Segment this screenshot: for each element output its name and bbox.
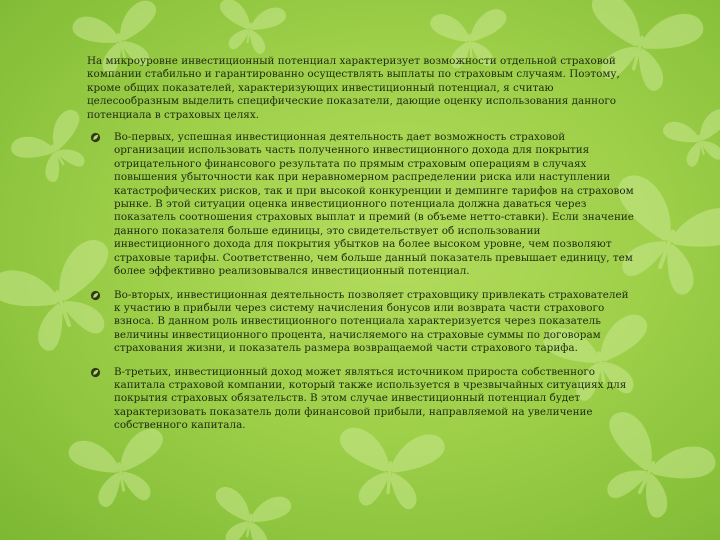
list-item [87, 289, 635, 356]
butterfly-icon [213, 0, 287, 57]
butterfly-icon [661, 107, 720, 171]
intro-paragraph: На микроуровне инвестиционный потенциал характеризует возможности отдельной страховой компании стабильно и гарантированно осуществлять выплаты по страховым случаям. Поэтому, кроме общих показателей, характеризующих инвестиционный потенциал, я считаю целесообразным выделить специфические показатели, дающие оценку использования данного потенциала в страховых целях. [87, 55, 620, 121]
butterfly-icon [208, 485, 293, 540]
list-item [87, 131, 635, 278]
leaf-bullet-icon [90, 367, 101, 378]
list-item-text: Во-первых, успешная инвестиционная деятельность дает возможность страховой организации использовать часть полученного инвестиционного дохода для покрытия отрицательного финансового результата по прямым страховым операциям в случаях повышения убыточности как при неравномерном распределении риска или наступлении катастрофических рисков, так и при высокой конкуренции и демпинге тарифов на страховом рынке. В этой ситуации оценка инвестиционного потенциала должна даваться через показатель соотношения страховых выплат и премий (в объеме нетто-ставки). Если значение данного показателя больше единицы, это свидетельствует об использовании инвестиционного дохода для покрытия убытков на более высоком уровне, чем позволяют страховые тарифы. Соответственно, чем больше данный показатель превышает единицу, тем более эффективно реализовывался инвестиционный потенциал. [114, 131, 634, 278]
slide-content [87, 55, 635, 443]
list-item-text: Во-вторых, инвестиционная деятельность позволяет страховщику привлекать страхователей к участию в прибыли через систему начисления бонусов или возврата части страхового взноса. В данном роль инвестиционного потенциала характеризуется через показатель величины инвестиционного процента, начисляемого на страховые суммы по договорам страхования жизни, и показатель размера возвращаемой части страхового тарифа. [114, 288, 629, 355]
list-item [87, 366, 635, 433]
leaf-bullet-icon [90, 132, 101, 143]
bullet-list [87, 131, 635, 433]
leaf-bullet-icon [90, 290, 101, 301]
list-item-text: В-третьих, инвестиционный доход может являться источником прироста собственного капитала страховой компании, который также используется в чрезвычайных ситуациях для покрытия страховых обязательств. В этом случае инвестиционный потенциал будет характеризовать показатель доли финансовой прибыли, направляемой на увеличение собственного капитала. [114, 365, 627, 432]
